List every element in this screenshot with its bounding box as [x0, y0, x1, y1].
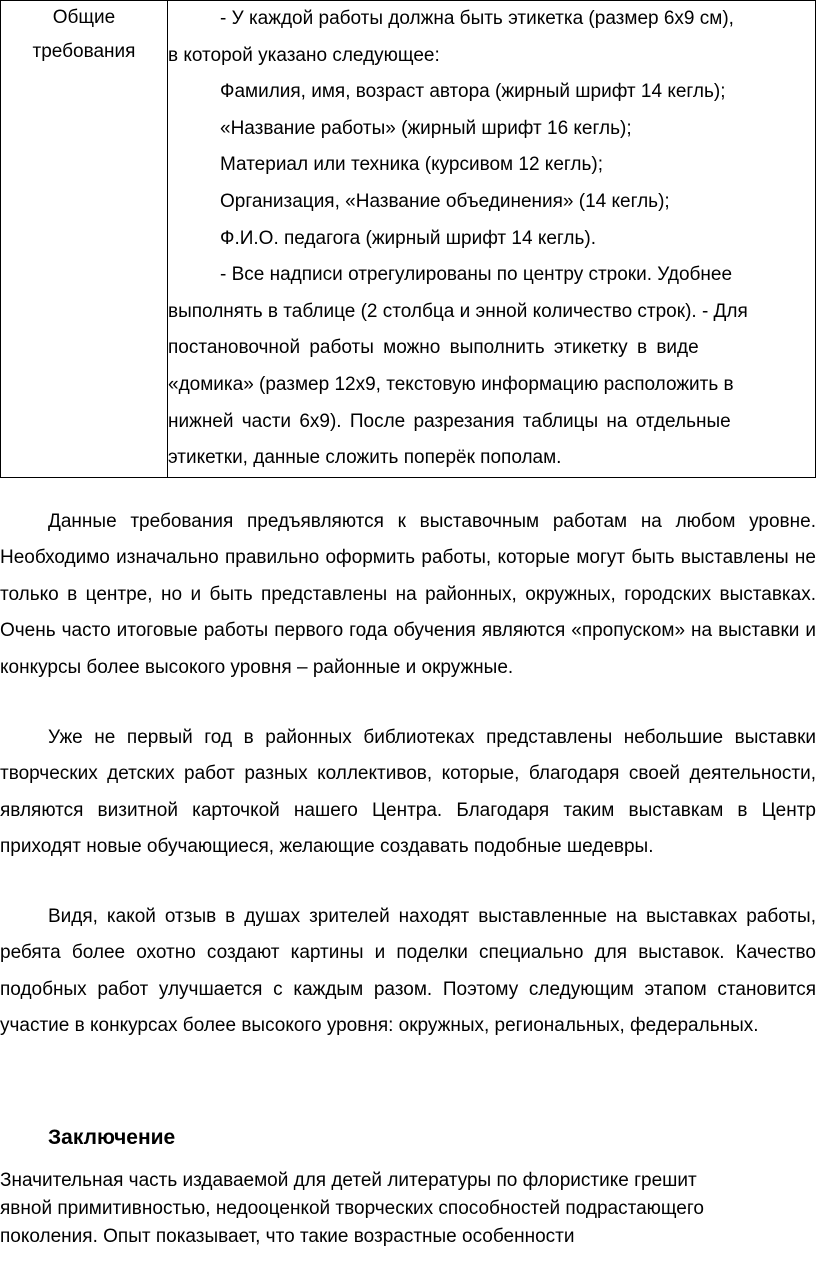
paragraph-1: Данные требования предъявляются к выставочным работам на любом уровне. Необходимо изначально правильно оформить работы, которые могут быть выставлены не только в центре, но и быть представлены на районных, окружных, городских выставках. Очень часто итоговые работы первого года обучения являются «пропуском» на выставки и конкурсы более высокого уровня – районные и окружные.	[0, 511, 816, 678]
req-line-1: - У каждой работы должна быть этикетка (размер 6х9 см),	[220, 8, 734, 29]
paragraph-2-block	[0, 720, 816, 866]
req-item-teacher: Ф.И.О. педагога (жирный шрифт 14 кегль).	[220, 227, 597, 249]
label-line-2: требования	[32, 41, 136, 62]
requirements-table	[0, 0, 816, 478]
req-line-8: - Все надписи отрегулированы по центру строки. Удобнее	[220, 264, 733, 286]
req-item-title: «Название работы» (жирный шрифт 16 кегль);	[220, 117, 632, 139]
paragraph-3-block	[0, 899, 816, 1045]
req-line-11: «домика» (размер 12х9, текстовую информацию расположить в	[168, 373, 734, 395]
table-row	[1, 1, 816, 478]
requirements-content-cell	[168, 1, 816, 478]
req-line-10: постановочной работы можно выполнить этикетку в виде	[168, 337, 699, 359]
req-item-organization: Организация, «Название объединения» (14 кегль);	[220, 190, 670, 212]
conclusion-line-2: явной примитивностью, недооценкой творческих способностей подрастающего	[0, 1198, 704, 1219]
req-line-2: в которой указано следующее:	[168, 44, 440, 66]
paragraph-3: Видя, какой отзыв в душах зрителей находят выставленные на выставках работы, ребята более охотно создают картины и поделки специально для выставок. Качество подобных работ улучшается с каждым разом. Поэтому следующим этапом становится участие в конкурсах более высокого уровня: окружных, региональных, федеральных.	[0, 906, 816, 1037]
paragraph-2: Уже не первый год в районных библиотеках представлены небольшие выставки творческих детских работ разных коллективов, которые, благодаря своей деятельности, являются визитной карточкой нашего Центра. Благодаря таким выставкам в Центр приходят новые обучающиеся, желающие создавать подобные шедевры.	[0, 727, 816, 858]
req-item-material: Материал или техника (курсивом 12 кегль);	[220, 154, 603, 176]
conclusion-line-3: поколения. Опыт показывает, что такие возрастные особенности	[0, 1226, 575, 1247]
conclusion-heading: Заключение	[48, 1126, 176, 1149]
paragraph-1-block	[0, 504, 816, 686]
req-line-13: этикетки, данные сложить поперёк пополам.	[168, 447, 562, 469]
req-line-12: нижней части 6х9). После разрезания таблицы на отдельные	[168, 410, 731, 432]
req-line-9: выполнять в таблице (2 столбца и энной количество строк). - Для	[168, 300, 748, 322]
conclusion-text	[0, 1167, 816, 1251]
label-line-1: Общие	[52, 7, 116, 28]
requirements-label-cell	[1, 1, 168, 478]
conclusion-line-1: Значительная часть издаваемой для детей литературы по флористике грешит	[0, 1170, 697, 1191]
req-item-author: Фамилия, имя, возраст автора (жирный шрифт 14 кегль);	[220, 81, 726, 103]
